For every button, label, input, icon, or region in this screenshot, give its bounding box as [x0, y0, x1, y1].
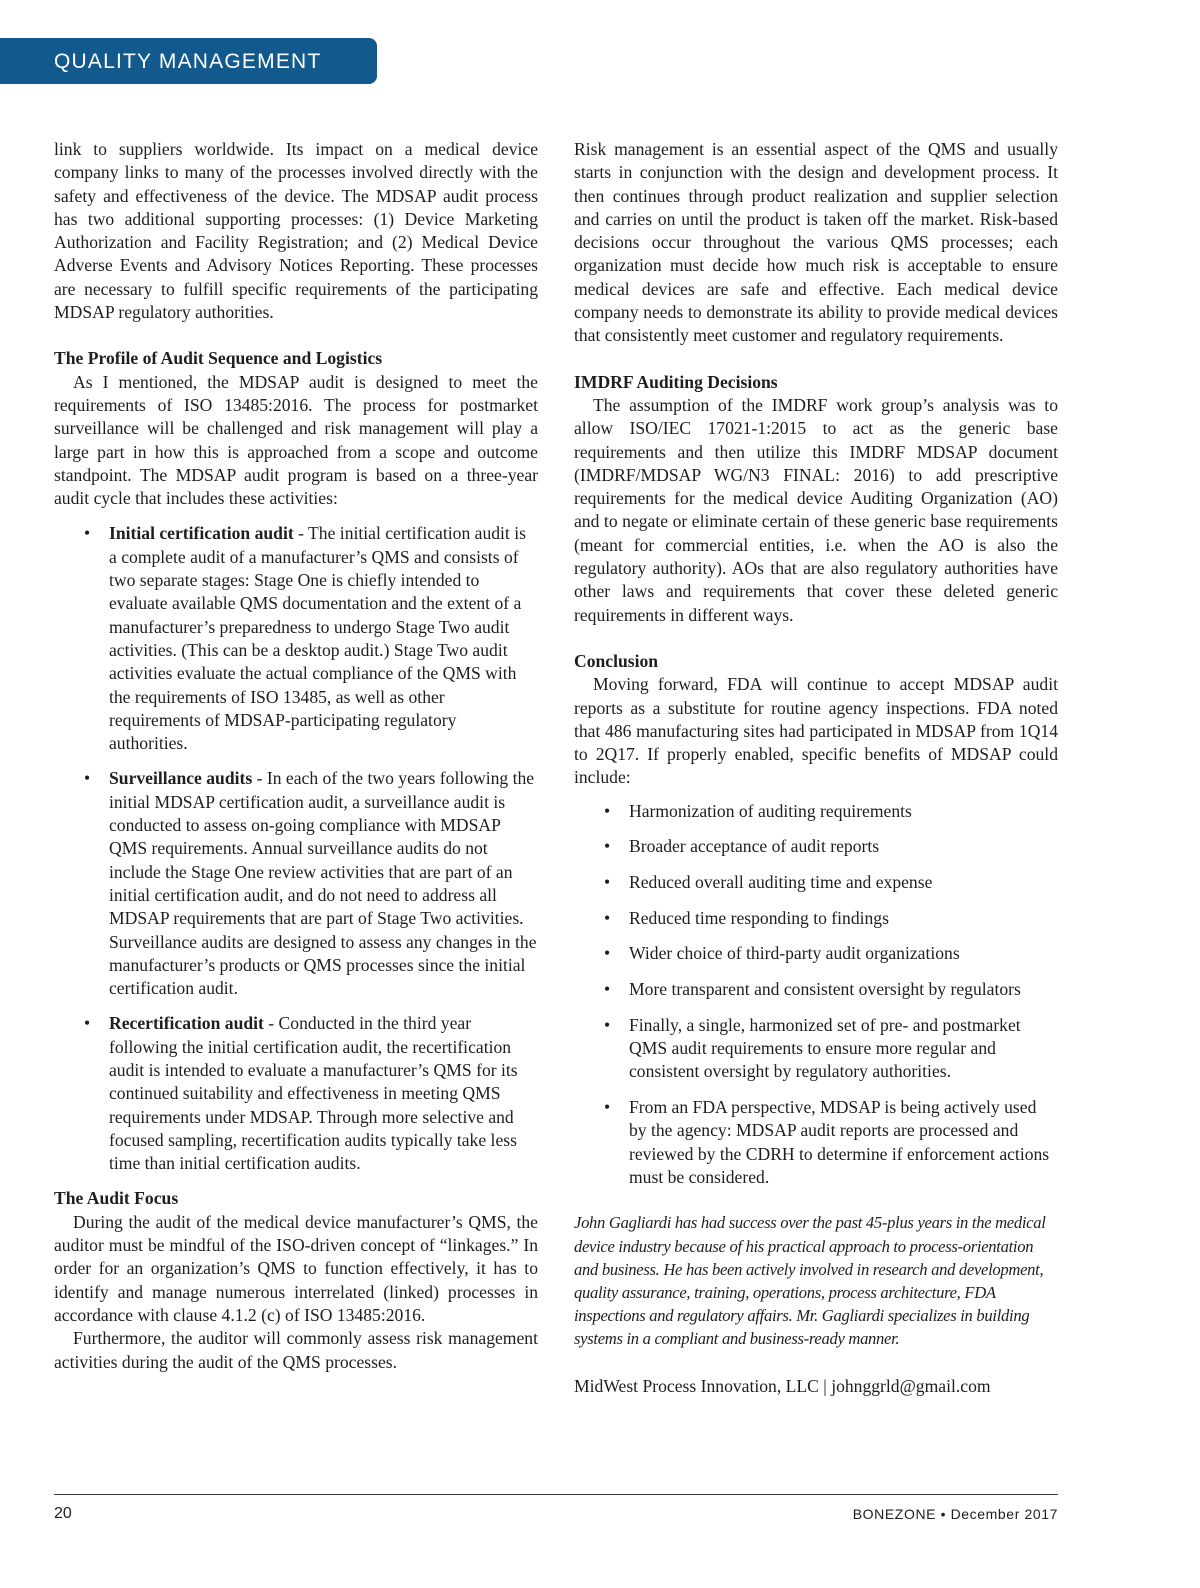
list-item: [109, 1012, 538, 1175]
bullet-term: Surveillance audits: [109, 768, 253, 789]
list-item: • Finally, a single, harmonized set of pre- and postmarket QMS audit requirements to ensure more regular and consistent oversight by regulatory authorities.: [629, 1014, 1058, 1084]
paragraph-conclusion: Moving forward, FDA will continue to accept MDSAP audit reports as a substitute for routine agency inspections. FDA noted that 486 manufacturing sites had participated in MDSAP from 1Q14 to 2Q17. If properly enabled, specific benefits of MDSAP could include:: [574, 674, 1058, 788]
list-item: • Broader acceptance of audit reports: [629, 835, 1058, 858]
author-bio: John Gagliardi has had success over the past 45-plus years in the medical device industry because of his practical approach to process-orientation and business. He has been actively involved in research and development, quality assurance, training, operations, process architecture, FDA inspections and regulatory affairs. Mr. Gagliardi specializes in building systems in a compliant and business-ready manner.: [574, 1213, 1046, 1349]
list-item: • Reduced time responding to findings: [629, 907, 1058, 930]
bullet-term: Recertification audit: [109, 1013, 264, 1034]
list-item: [109, 522, 538, 755]
audit-activity-list: [54, 522, 538, 1175]
paragraph-linkages: During the audit of the medical device manufacturer’s QMS, the auditor must be mindful of the ISO-driven concept of “linkages.” In order for an organization’s QMS to function effectively, it has to identify and manage numerous interrelated (linked) processes in accordance with clause 4.1.2 (c) of ISO 13485:2016.: [54, 1211, 538, 1325]
list-item: • Wider choice of third-party audit organizations: [629, 942, 1058, 965]
paragraph-risk-assessment: Furthermore, the auditor will commonly assess risk management activities during the audit of the QMS processes.: [54, 1328, 538, 1372]
section-header-tab: QUALITY MANAGEMENT: [0, 38, 377, 84]
bullet-term: Initial certification audit: [109, 523, 294, 544]
list-item: [109, 767, 538, 1000]
bullet-text: - In each of the two years following the initial MDSAP certification audit, a surveillance audit is conducted to assess on-going compliance with MDSAP QMS requirements. Annual surveillance audits do not include the Stage One review activities that are part of an initial certification audit, and do not need to address all MDSAP requirements that are part of Stage Two activities. Surveillance audits are designed to assess any changes in the manufacturer’s products or QMS processes since the initial certification audit.: [109, 768, 537, 999]
heading-audit-focus: The Audit Focus: [54, 1188, 179, 1209]
paragraph-audit-cycle: As I mentioned, the MDSAP audit is designed to meet the requirements of ISO 13485:2016. The process for postmarket surveillance will be challenged and risk management will play a large part in how this is approached from a scope and outcome standpoint. The MDSAP audit program is based on a three-year audit cycle that includes these activities:: [54, 371, 538, 509]
list-item: • More transparent and consistent oversight by regulators: [629, 978, 1058, 1001]
right-column: [574, 138, 1058, 1398]
page-number: 20: [54, 1505, 72, 1522]
left-column: [54, 138, 538, 1374]
benefits-list: [574, 800, 1058, 1190]
list-item: • Reduced overall auditing time and expense: [629, 871, 1058, 894]
paragraph-imdrf: The assumption of the IMDRF work group’s analysis was to allow ISO/IEC 17021-1:2015 to act as the generic base requirements and then utilize this IMDRF MDSAP document (IMDRF/MDSAP WG/N3 FINAL: 2016) to add prescriptive requirements for the medical device Auditing Organization (AO) and to negate or eliminate certain of these generic base requirements (meant for commercial entities, i.e. when the AO is also the regulatory authority). AOs that are also regulatory authorities have other laws and requirements that cover these deleted generic requirements in different ways.: [574, 394, 1058, 625]
publication-credit: BONEZONE • December 2017: [852, 1506, 1058, 1522]
heading-imdrf: IMDRF Auditing Decisions: [574, 371, 778, 392]
bullet-text: - Conducted in the third year following the initial certification audit, the recertification audit is intended to evaluate a manufacturer’s QMS for its continued suitability and effectiveness in meeting QMS requirements under MDSAP. Through more selective and focused sampling, recertification audits typically take less time than initial certification audits.: [109, 1013, 518, 1174]
list-item: • Harmonization of auditing requirements: [629, 800, 1058, 823]
list-item: • From an FDA perspective, MDSAP is being actively used by the agency: MDSAP audit reports are processed and reviewed by the CDRH to determine if enforcement actions must be considered.: [629, 1096, 1058, 1189]
paragraph-risk-management: Risk management is an essential aspect of the QMS and usually starts in conjunction with the design and development process. It then continues through product realization and supplier selection and carries on until the product is taken off the market. Risk-based decisions occur throughout the various QMS processes; each organization must decide how much risk is acceptable to ensure medical devices are safe and effective. Each medical device company needs to demonstrate its ability to provide medical devices that consistently meet customer and regulatory requirements.: [574, 139, 1058, 346]
heading-audit-profile: The Profile of Audit Sequence and Logistics: [54, 348, 383, 369]
footer-divider: [54, 1494, 1058, 1495]
paragraph-linkages-intro: link to suppliers worldwide. Its impact on a medical device company links to many of the processes involved directly with the safety and effectiveness of the device. The MDSAP audit process has two additional supporting processes: (1) Device Marketing Authorization and Facility Registration; and (2) Medical Device Adverse Events and Advisory Notices Reporting. These processes are necessary to fulfill specific requirements of the participating MDSAP regulatory authorities.: [54, 139, 538, 323]
heading-conclusion: Conclusion: [574, 650, 659, 671]
bullet-text: - The initial certification audit is a complete audit of a manufacturer’s QMS and consists of two separate stages: Stage One is chiefly intended to evaluate available QMS documentation and the extent of a manufacturer’s preparedness to undergo Stage Two audit activities. (This can be a desktop audit.) Stage Two audit activities evaluate the actual compliance of the QMS with the requirements of ISO 13485, as well as other requirements of MDSAP-participating regulatory authorities.: [109, 523, 526, 754]
author-contact: MidWest Process Innovation, LLC | johnggrld@gmail.com: [574, 1375, 991, 1396]
